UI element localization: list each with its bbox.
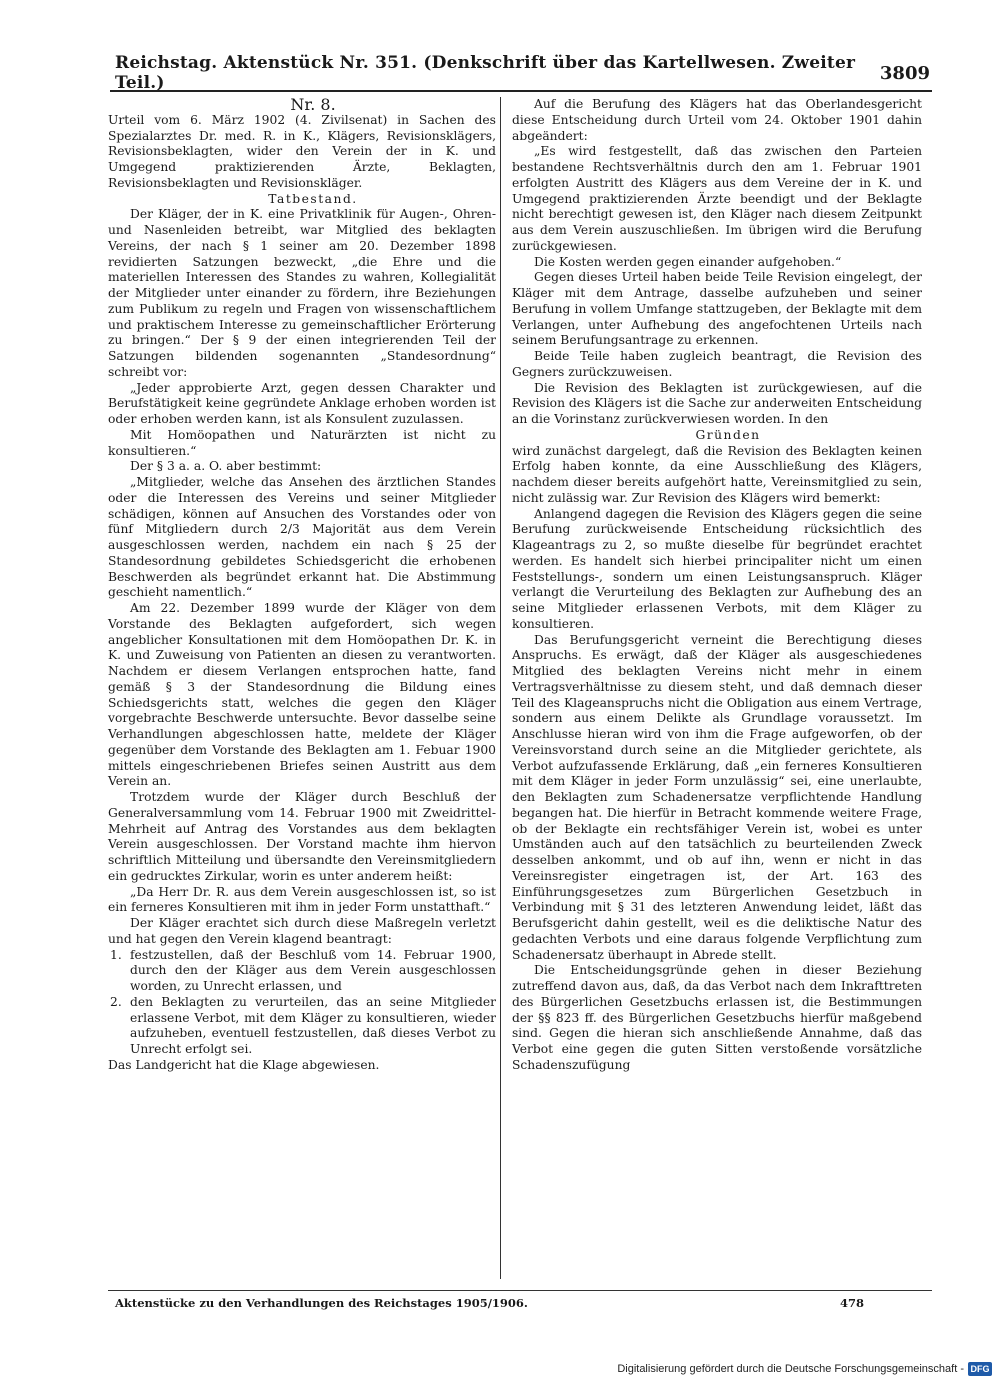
- header-title: Reichstag. Aktenstück Nr. 351. (Denkschrift über das Kartellwesen. Zweiter Teil.): [115, 53, 856, 93]
- document-number: Nr. 8.: [290, 95, 336, 114]
- paragraph: Trotzdem wurde der Kläger durch Beschluß der Generalversammlung vom 14. Februar 1900 mit Zweidrittel-Mehrheit auf Antrag des Vorstandes aus dem beklagten Verein ausgeschlossen. Der Vorstand machte ihm hiervon schriftlich Mitteilung und übersandte den Vereinsmitgliedern ein gedrucktes Zirkular, worin es unter anderem heißt:: [108, 790, 496, 883]
- header-rule: [110, 90, 932, 92]
- paragraph: Gegen dieses Urteil haben beide Teile Revision eingelegt, der Kläger mit dem Antrage, dasselbe aufzuheben und seiner Berufung in vollem Umfange stattzugeben, der Beklagte mit dem Verlangen, unter Aufhebung des angefochtenen Urteils nach seinem Berufungsantrage zu erkennen.: [512, 270, 922, 348]
- quotation: „Es wird festgestellt, daß das zwischen den Parteien bestandene Rechtsverhältnis durch den am 1. Februar 1901 erfolgten Austritt des Klägers aus dem Vereine der in K. und Umgegend praktizierenden Ärzte beendigt und der Beklagte nicht berechtigt gewesen ist, den Kläger nach diesem Zeitpunkt aus dem Verein auszuschließen. Im übrigen wird die Berufung zurückgewiesen.: [512, 144, 922, 253]
- paragraph: Beide Teile haben zugleich beantragt, die Revision des Gegners zurückzuweisen.: [512, 349, 922, 379]
- footer-source: Aktenstücke zu den Verhandlungen des Reichstages 1905/1906.: [115, 1296, 528, 1310]
- credit-text: Digitalisierung gefördert durch die Deutsche Forschungsgemeinschaft -: [617, 1363, 964, 1375]
- footer-rule: [108, 1290, 932, 1291]
- paragraph: Die Revision des Beklagten ist zurückgewiesen, auf die Revision des Klägers ist die Sache zur anderweiten Entscheidung an die Vorinstanz zurückverwiesen worden. In den: [512, 380, 922, 426]
- paragraph: Das Berufungsgericht verneint die Berechtigung dieses Anspruchs. Es erwägt, daß der Kläger als ausgeschiedenes Mitglied des beklagten Vereins nicht mehr in einem Vertragsverhältnisse zu diesem steht, und daß demnach dieser Teil des Klageanspruchs nicht die Obligation aus einem Vertrage, sondern aus einem Delikte als Grundlage voraussetzt. Im Anschlusse hieran wird von ihm die Frage aufgeworfen, ob der Vereinsvorstand durch seine an die Mitglieder gerichtete, als Verbot aufzufassende Erklärung, daß „ein ferneres Konsultieren mit dem Kläger in jeder Form unzulässig“ sei, eine unerlaubte, den Beklagten zum Schadenersatze verpflichtende Handlung begangen hat. Die hierfür in Betracht kommende weitere Frage, ob der Beklagte ein rechtsfähiger Verein ist, wobei es unter Umständen auch auf den tatsächlich zu beurteilenden Zweck desselben ankommt, und ob auf ihn, wenn er nicht in das Vereinsregister eingetragen ist, der Art. 163 des Einführungsgesetzes zum Bürgerlichen Gesetzbuch in Verbindung mit § 31 des letzteren Anwendung leidet, läßt das Berufsgericht dahin gestellt, weil es die deliktische Natur des gedachten Verbots und eine daraus folgende Verpflichtung zum Schadenersatz überhaupt in Abrede stellt.: [512, 632, 922, 962]
- column-divider: [500, 97, 501, 1279]
- list-item: [108, 995, 496, 1058]
- dfg-logo-icon: DFG: [968, 1362, 992, 1376]
- list-item-number: 1.: [110, 947, 122, 962]
- list-item-text: den Beklagten zu verurteilen, das an seine Mitglieder erlassene Verbot, mit dem Kläger zu konsultieren, wieder aufzuheben, eventuell festzustellen, daß dieses Verbot zu Unrecht erfolgt sei.: [130, 994, 496, 1056]
- section-heading-gruende: Gründen: [695, 427, 761, 442]
- section-heading-tatbestand: Tatbestand.: [268, 191, 358, 206]
- quotation: „Jeder approbierte Arzt, gegen dessen Charakter und Berufstätigkeit keine gegründete Anklage erhoben worden ist oder erhoben werden kann, ist als Konsulent zuzulassen.: [108, 380, 496, 426]
- list-item-text: festzustellen, daß der Beschluß vom 14. Februar 1900, durch den der Kläger aus dem Verein ausgeschlossen worden, zu Unrecht erlassen, und: [130, 947, 496, 993]
- paragraph: Am 22. Dezember 1899 wurde der Kläger von dem Vorstande des Beklagten aufgefordert, sich wegen angeblicher Konsultationen mit dem Homöopathen Dr. K. in K. und Zuweisung von Patienten an diesen zu verantworten. Nachdem er diesem Verlangen entsprochen hatte, fand gemäß § 3 der Standesordnung die Bildung eines Schiedsgerichts statt, welches die gegen den Kläger vorgebrachte Beschwerde untersuchte. Bevor dasselbe seine Verhandlungen abgeschlossen hatte, meldete der Kläger gegenüber dem Vorstande des Beklagten am 1. Febuar 1900 mittels eingeschriebenen Briefes seinen Austritt aus dem Verein an.: [108, 601, 496, 789]
- quotation: Die Kosten werden gegen einander aufgehoben.“: [534, 254, 842, 269]
- judgment-intro: Urteil vom 6. März 1902 (4. Zivilsenat) in Sachen des Spezialarztes Dr. med. R. in K., Klägers, Revisionsklägers, Revisionsbeklagten, wider den Verein der in K. und Umgegend praktizierenden Ärzte, Beklagten, Revisionsbeklagten und Revisionskläger.: [108, 112, 496, 190]
- paragraph: Auf die Berufung des Klägers hat das Oberlandesgericht diese Entscheidung durch Urteil vom 24. Oktober 1901 dahin abgeändert:: [512, 97, 922, 143]
- left-column: [108, 97, 496, 1074]
- paragraph: Der § 3 a. a. O. aber bestimmt:: [130, 459, 322, 474]
- paragraph: Der Kläger, der in K. eine Privatklinik für Augen-, Ohren- und Nasenleiden betreibt, war Mitglied des beklagten Vereins, der nach § 1 seiner am 20. Dezember 1898 revidierten Satzungen bezweckt, „die Ehre und die materiellen Interessen des Standes zu wahren, Kollegialität der Mitglieder unter einander zu fördern, ihre Beziehungen zum Publikum zu regeln und Fragen von wissenschaftlichem und praktischem Interesse zu gemeinschaftlicher Erörterung zu bringen.“ Der § 9 der einen integrierenden Teil der Satzungen bildenden sogenannten „Standesordnung“ schreibt vor:: [108, 207, 496, 379]
- digitization-credit: [617, 1359, 992, 1379]
- quotation: „Da Herr Dr. R. aus dem Verein ausgeschlossen ist, so ist ein ferneres Konsultieren mit ihm in jeder Form unstatthaft.“: [108, 884, 496, 915]
- paragraph: Das Landgericht hat die Klage abgewiesen.: [108, 1057, 380, 1072]
- list-item: [108, 948, 496, 995]
- paragraph: Anlangend dagegen die Revision des Klägers gegen die seine Berufung zurückweisende Entscheidung rücksichtlich des Klageantrags zu 2, so mußte dieselbe für begründet erachtet werden. Es handelt sich hierbei principaliter nicht um einen Feststellungs-, sondern um einen Leistungsanspruch. Kläger verlangt die Verurteilung des Beklagten zur Aufhebung des an seine Mitglieder erlassenen Verbots, mit dem Kläger zu konsultieren.: [512, 506, 922, 631]
- paragraph: Die Entscheidungsgründe gehen in dieser Beziehung zutreffend davon aus, daß, da das Verbot nach dem Inkrafttreten des Bürgerlichen Gesetzbuchs erlassen ist, die Bestimmungen der §§ 823 ff. des Bürgerlichen Gesetzbuchs hierfür maßgebend sind. Gegen die hieran sich anschließende Annahme, daß das Verbot eine gegen die guten Sitten verstoßende vorsätzliche Schadenszufügung: [512, 963, 922, 1072]
- quotation: „Mitglieder, welche das Ansehen des ärztlichen Standes oder die Interessen des Vereins und seiner Mitglieder schädigen, können auf Ansuchen des Vorstandes oder von fünf Mitgliedern durch 2/3 Majorität aus dem Verein ausgeschlossen werden, nachdem ein nach § 25 der Standesordnung gebildetes Schiedsgericht die erhobenen Beschwerden als begründet erkannt hat. Die Abstimmung geschieht namentlich.“: [108, 475, 496, 600]
- right-column: [512, 97, 922, 1074]
- header-page-number: 3809: [879, 62, 930, 84]
- paragraph: Der Kläger erachtet sich durch diese Maßregeln verletzt und hat gegen den Verein klagend beantragt:: [108, 916, 496, 946]
- page-header: [115, 53, 930, 93]
- paragraph: wird zunächst dargelegt, daß die Revision des Beklagten keinen Erfolg haben konnte, da eine Ausschließung des Klägers, nachdem dieser bereits aufgehört hatte, Vereinsmitglied zu sein, nicht zulässig war. Zur Revision des Klägers wird bemerkt:: [512, 443, 922, 505]
- footer-page-number: 478: [840, 1296, 865, 1310]
- quotation: Mit Homöopathen und Naturärzten ist nicht zu konsultieren.“: [108, 427, 496, 458]
- list-item-number: 2.: [110, 994, 122, 1009]
